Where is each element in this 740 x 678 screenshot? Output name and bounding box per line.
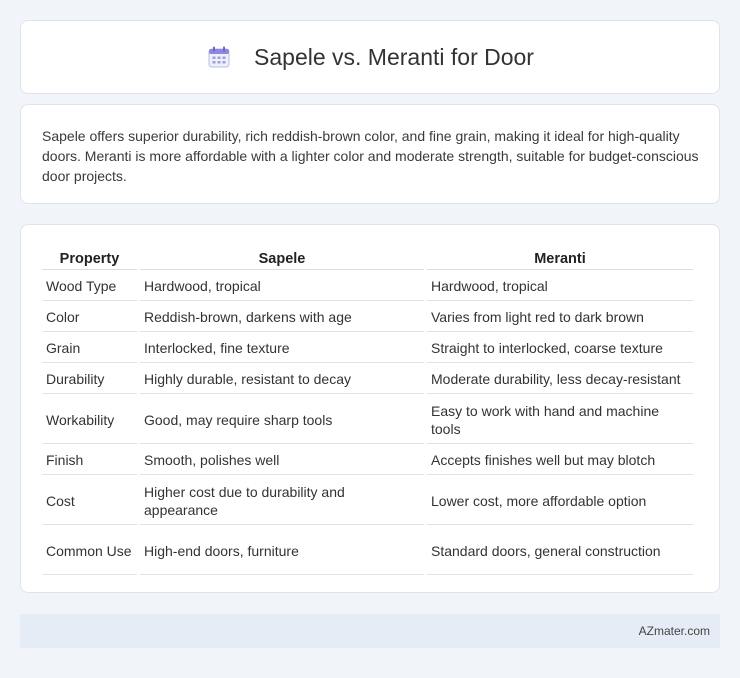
cell-meranti: Accepts finishes well but may blotch: [427, 446, 693, 475]
summary-text: Sapele offers superior durability, rich reddish-brown color, and fine grain, making it ideal for high-quality doors. Meranti is more affordable with a lighter color and moderate strength, suitable for budget-conscious door projects.: [42, 128, 699, 184]
table-header-row: [42, 249, 693, 270]
cell-sapele: High-end doors, furniture: [140, 527, 424, 575]
header-property: Property: [42, 249, 137, 270]
summary-card: [20, 104, 720, 204]
cell-meranti: Standard doors, general construction: [427, 527, 693, 575]
cell-sapele: Good, may require sharp tools: [140, 396, 424, 444]
cell-property: Finish: [42, 446, 137, 475]
cell-property: Common Use: [42, 527, 137, 575]
cell-property: Workability: [42, 396, 137, 444]
cell-sapele: Highly durable, resistant to decay: [140, 365, 424, 394]
footer: [20, 614, 720, 648]
footer-brand[interactable]: AZmater.com: [638, 624, 710, 638]
cell-meranti: Lower cost, more affordable option: [427, 477, 693, 525]
header-sapele: Sapele: [140, 249, 424, 270]
cell-meranti: Easy to work with hand and machine tools: [427, 396, 693, 444]
cell-meranti: Straight to interlocked, coarse texture: [427, 334, 693, 363]
table-row: [42, 527, 693, 575]
page-title: Sapele vs. Meranti for Door: [254, 43, 534, 70]
cell-property: Grain: [42, 334, 137, 363]
cell-sapele: Smooth, polishes well: [140, 446, 424, 475]
cell-property: Wood Type: [42, 272, 137, 301]
cell-meranti: Varies from light red to dark brown: [427, 303, 693, 332]
cell-meranti: Moderate durability, less decay-resistant: [427, 365, 693, 394]
title-card: [20, 20, 720, 94]
cell-property: Cost: [42, 477, 137, 525]
cell-property: Durability: [42, 365, 137, 394]
table-row: [42, 365, 693, 394]
cell-sapele: Interlocked, fine texture: [140, 334, 424, 363]
table-row: [42, 446, 693, 475]
table-row: [42, 477, 693, 525]
cell-property: Color: [42, 303, 137, 332]
cell-sapele: Reddish-brown, darkens with age: [140, 303, 424, 332]
table-row: [42, 396, 693, 444]
comparison-table: [39, 247, 696, 577]
table-row: [42, 272, 693, 301]
comparison-table-card: [20, 224, 720, 593]
header-meranti: Meranti: [427, 249, 693, 270]
cell-sapele: Higher cost due to durability and appearance: [140, 477, 424, 525]
table-row: [42, 334, 693, 363]
cell-meranti: Hardwood, tropical: [427, 272, 693, 301]
calendar-icon: [206, 44, 232, 70]
table-row: [42, 303, 693, 332]
cell-sapele: Hardwood, tropical: [140, 272, 424, 301]
